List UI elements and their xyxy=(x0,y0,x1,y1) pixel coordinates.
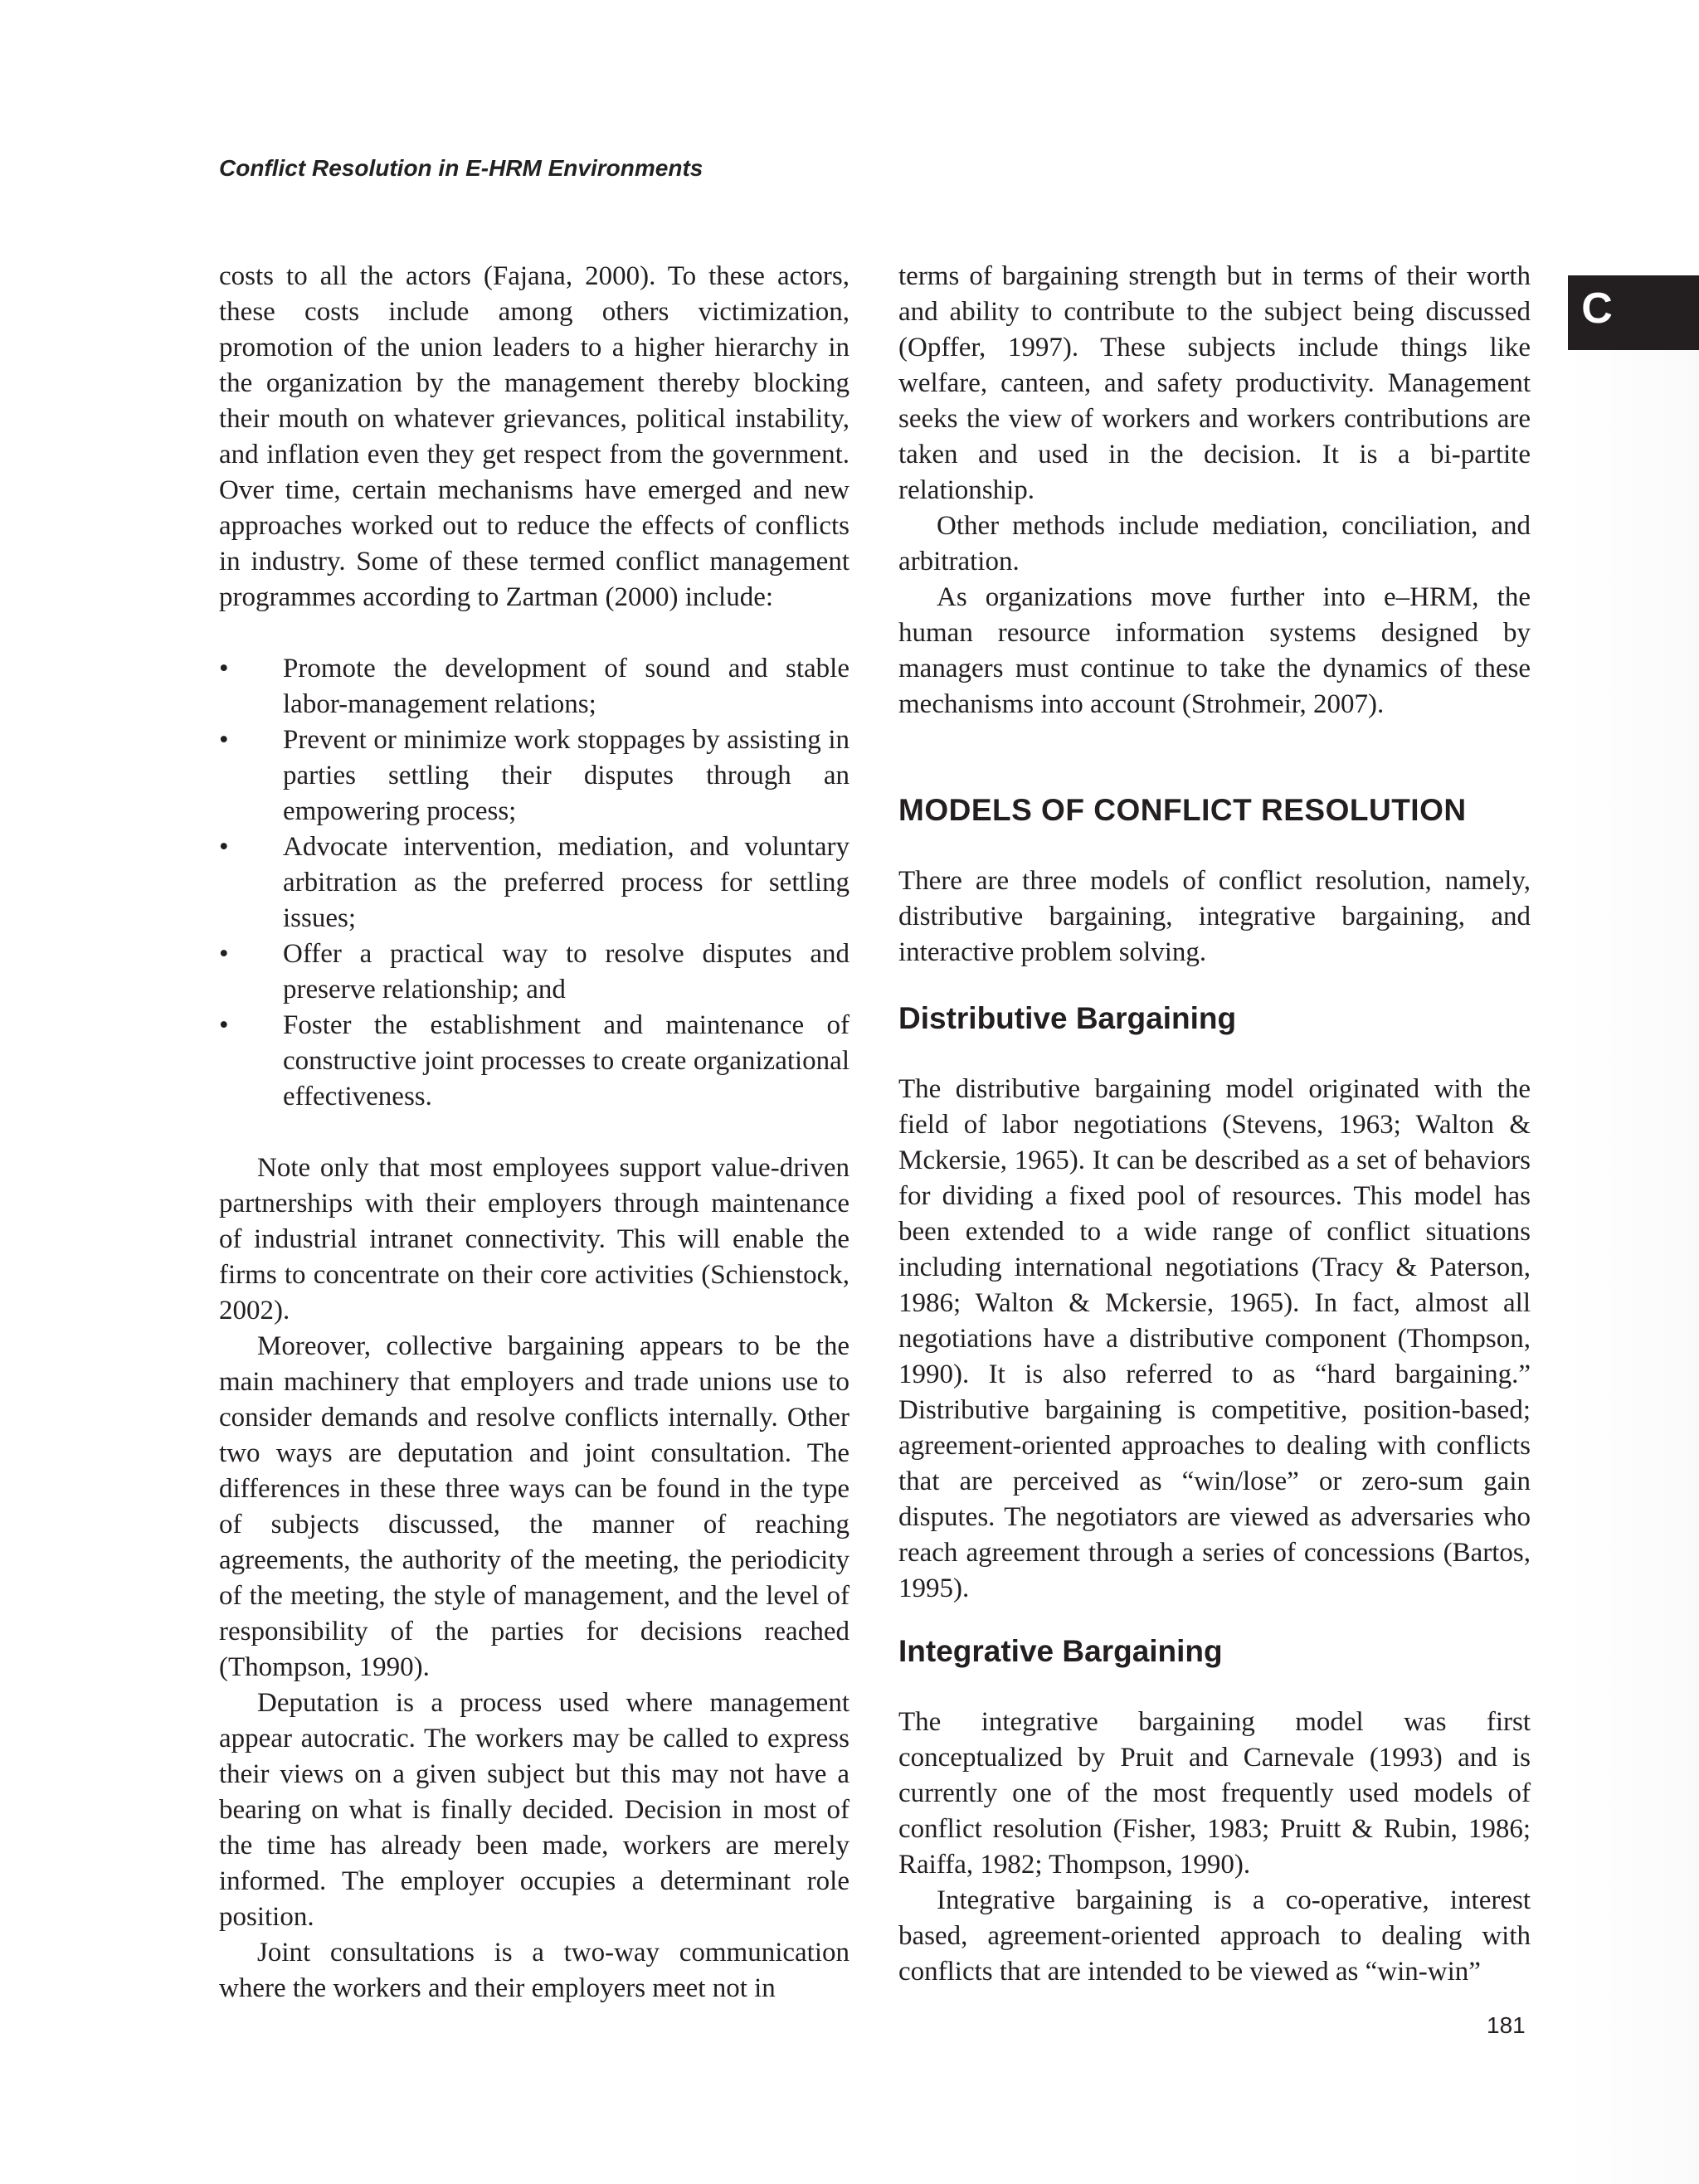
paragraph-integrative-1: The integrative bargaining model was first conceptualized by Pruit and Carnevale (1993) and is currently one of the most frequently used models of conflict resolution (Fisher, 1983; Pruitt & Rubin, 1986; Raiffa, 1982; Thompson, 1990). xyxy=(898,1707,1531,1880)
page-number: 181 xyxy=(1487,2012,1526,2038)
bullet-item: • Prevent or minimize work stoppages by assisting in parties settling their disputes through an empowering process; xyxy=(219,722,850,829)
subheading-integrative: Integrative Bargaining xyxy=(898,1634,1223,1668)
paragraph-other-methods: Other methods include mediation, conciliation, and arbitration. xyxy=(898,511,1531,576)
bullet-item: • Promote the development of sound and stable labor-management relations; xyxy=(219,651,850,722)
bullet-item: • Advocate intervention, mediation, and voluntary arbitration as the preferred process for settling issues; xyxy=(219,829,850,936)
paragraph-ehrm: As organizations move further into e–HRM, the human resource information systems designed by managers must continue to take the dynamics of these mechanisms into account (Strohmeir, 2007). xyxy=(898,582,1531,719)
margin-shade xyxy=(1568,350,1699,2184)
bullet-item: • Foster the establishment and maintenance of constructive joint processes to create organizational effectiveness. xyxy=(219,1008,850,1115)
right-column xyxy=(898,259,1531,1990)
paragraph-continued: terms of bargaining strength but in terms of their worth and ability to contribute to the subject being discussed (Opffer, 1997). These subjects include things like welfare, canteen, and safety productivity. Management seeks the view of workers and workers contributions are taken and used in the decision. It is a bi-partite relationship. xyxy=(898,261,1531,505)
running-head-title: Conflict Resolution in E-HRM Environments xyxy=(219,155,703,181)
bullet-item: • Offer a practical way to resolve disputes and preserve relationship; and xyxy=(219,936,850,1008)
paragraph-deputation: Deputation is a process used where management appear autocratic. The workers may be called to express their views on a given subject but this may not have a bearing on what is finally decided. Decision in most of the time has already been made, workers are merely informed. The employer occupies a determinant role position. xyxy=(219,1688,850,1932)
paragraph-models: There are three models of conflict resolution, namely, distributive bargaining, integrative bargaining, and interactive problem solving. xyxy=(898,866,1531,967)
subheading-distributive: Distributive Bargaining xyxy=(898,1001,1237,1035)
paragraph-joint-consultation: Joint consultations is a two-way communication where the workers and their employers meet not in xyxy=(219,1938,850,2003)
section-thumb-tab xyxy=(1568,275,1699,350)
paragraph-distributive: The distributive bargaining model originated with the field of labor negotiations (Stevens, 1963; Walton & Mckersie, 1965). It can be described as a set of behaviors for dividing a fixed pool of resources. This model has been extended to a wide range of conflict situations including international negotiations (Tracy & Paterson, 1986; Walton & Mckersie, 1965). In fact, almost all negotiations have a distributive component (Thompson, 1990). It is also referred to as “hard bargaining.” Distributive bargaining is competitive, position-based; agreement-oriented approaches to dealing with conflicts that are perceived as “win/lose” or zero-sum gain disputes. The negotiators are viewed as adversaries who reach agreement through a series of concessions (Bartos, 1995). xyxy=(898,1074,1531,1603)
paragraph-integrative-2: Integrative bargaining is a co-operative, interest based, agreement-oriented approach to dealing with conflicts that are intended to be viewed as “win-win” xyxy=(898,1885,1531,1987)
bullet-list-programmes xyxy=(219,651,850,1115)
paragraph-note: Note only that most employees support value-driven partnerships with their employers through maintenance of industrial intranet connectivity. This will enable the firms to concentrate on their core activities (Schienstock, 2002). xyxy=(219,1153,850,1325)
section-heading-models: MODELS OF CONFLICT RESOLUTION xyxy=(898,793,1467,827)
thumb-tab-letter: C xyxy=(1581,285,1613,333)
paragraph-intro: costs to all the actors (Fajana, 2000). To these actors, these costs include among others victimization, promotion of the union leaders to a higher hierarchy in the organization by the management thereby blocking their mouth on whatever grievances, political instability, and inflation even they get respect from the government. Over time, certain mechanisms have emerged and new approaches worked out to reduce the effects of conflicts in industry. Some of these termed conflict management programmes according to Zartman (2000) include: xyxy=(219,261,850,612)
left-column xyxy=(219,259,850,2006)
paragraph-collective-bargaining: Moreover, collective bargaining appears to be the main machinery that employers and trade unions use to consider demands and resolve conflicts internally. Other two ways are deputation and joint consultation. The differences in these three ways can be found in the type of subjects discussed, the manner of reaching agreements, the authority of the meeting, the periodicity of the meeting, the style of management, and the level of responsibility of the parties for decisions reached (Thompson, 1990). xyxy=(219,1331,850,1682)
